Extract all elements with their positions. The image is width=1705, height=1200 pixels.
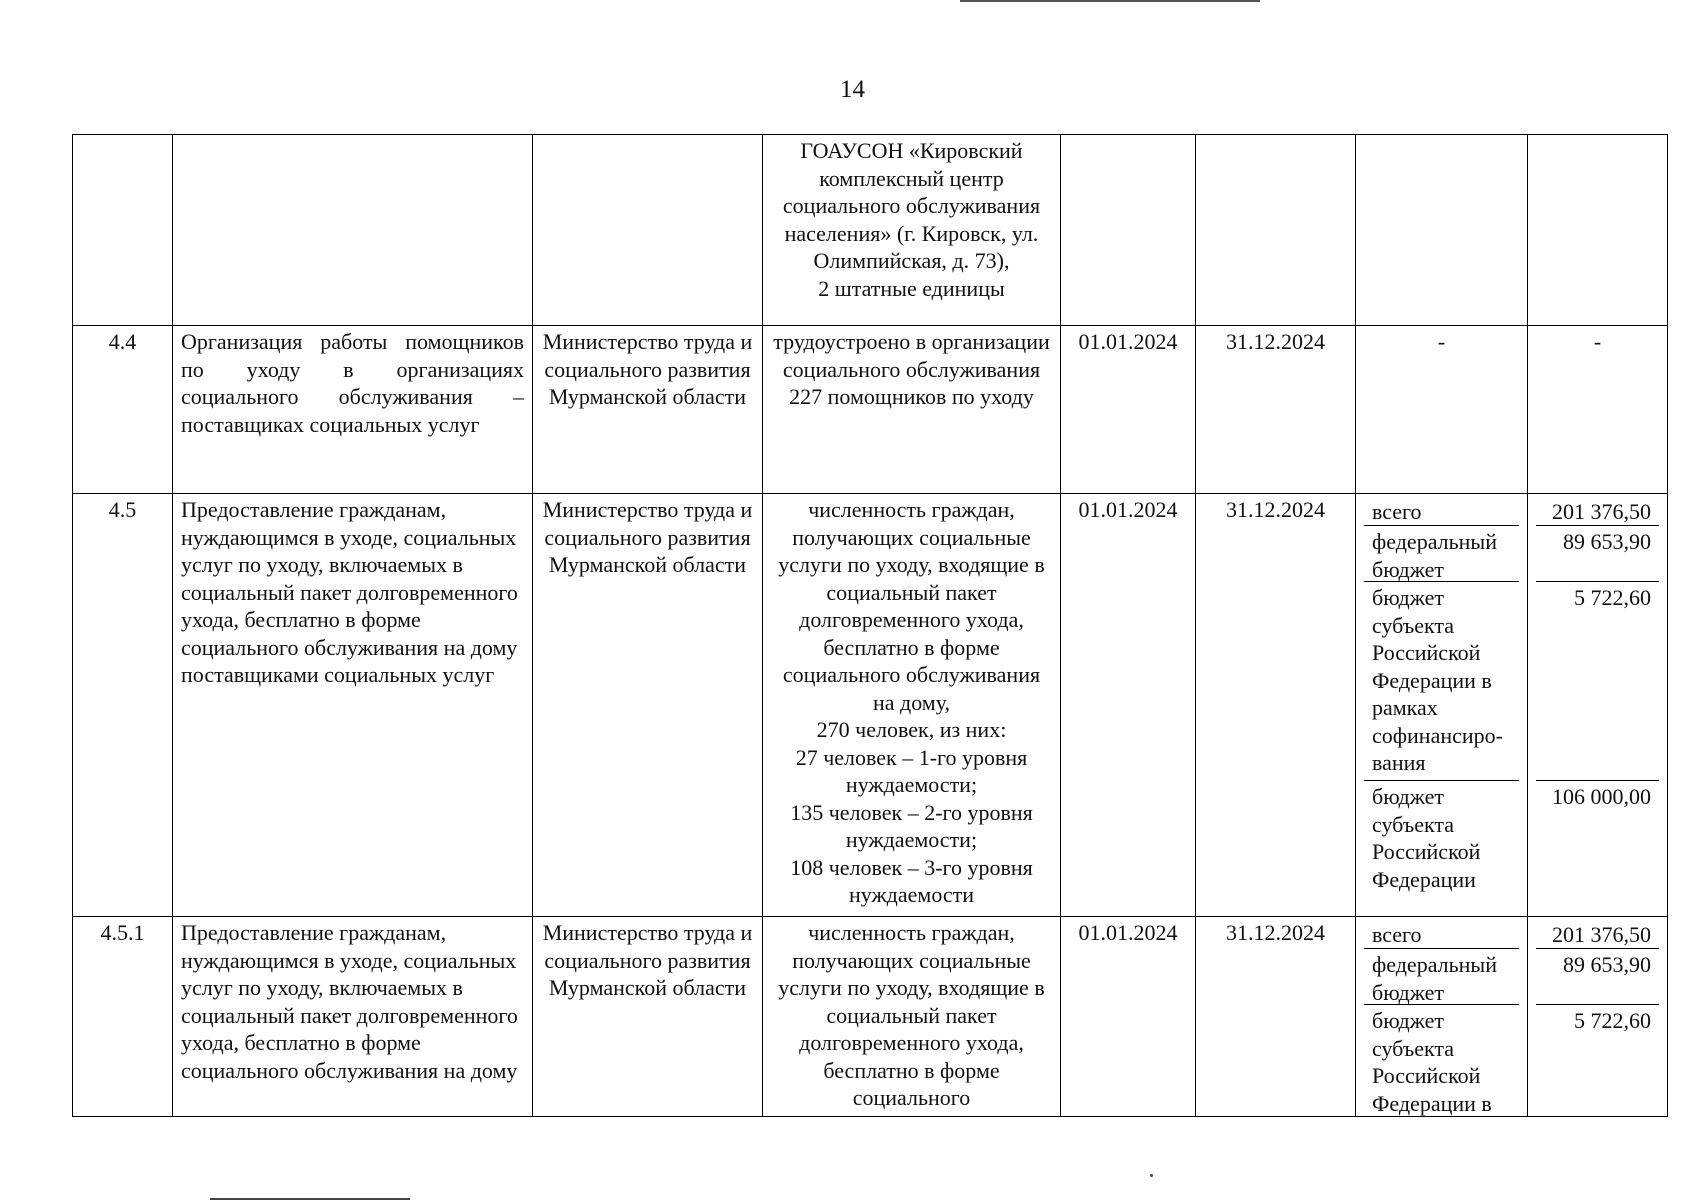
end-date: 31.12.2024 [1196,326,1356,494]
funding-source: бюджет субъекта Российской Федерации в рамках софинансиро-вания [1364,582,1519,781]
row-number: 4.4 [73,326,173,494]
funding-amount: 5 722,60 [1536,582,1659,781]
funding-amount: 5 722,60 [1574,1008,1651,1033]
executor: Министерство труда и социального развития Мурманской области [533,917,763,1117]
funding-source: бюджет субъекта Российской Федерации [1372,784,1481,892]
start-date: 01.01.2024 [1061,917,1196,1117]
funding-amount: 89 653,90 [1536,949,1659,1005]
funding-source [1356,135,1528,326]
measure-name [173,135,533,326]
funding-source: бюджет субъекта Российской Федерации в [1372,1008,1492,1116]
funding-amount: 201 376,50 [1536,919,1659,949]
end-date: 31.12.2024 [1196,494,1356,917]
funding-source: всего [1364,496,1519,526]
row-number: 4.5.1 [73,917,173,1117]
funding-sources [1356,494,1528,917]
start-date [1061,135,1196,326]
page-number: 14 [840,76,865,103]
start-date: 01.01.2024 [1061,494,1196,917]
top-scan-rule [960,0,1260,2]
end-date [1196,135,1356,326]
funding-source: - [1356,326,1528,494]
funding-amount: 201 376,50 [1536,496,1659,526]
executor: Министерство труда и социального развития Мурманской области [533,326,763,494]
row-number: 4.5 [73,494,173,917]
measure-name: Предоставление гражданам, нуждающимся в уходе, социальных услуг по уходу, включаемых в социальный пакет долговременного ухода, бесплатно в форме социального обслуживания на дому [173,917,533,1117]
funding-amount: 89 653,90 [1536,526,1659,582]
start-date: 01.01.2024 [1061,326,1196,494]
end-date: 31.12.2024 [1196,917,1356,1117]
table-row [73,135,1668,326]
result-indicator: ГОАУСОН «Кировский комплексный центр социального обслуживания населения» (г. Кировск, ул. Олимпийская, д. 73), 2 штатные единицы [763,135,1061,326]
funding-amounts [1528,917,1668,1117]
table-row [73,494,1668,917]
result-indicator: численность граждан, получающих социальные услуги по уходу, входящие в социальный пакет долговременного ухода, бесплатно в форме социального обслуживания на дому, 270 человек, из них: 27 человек – 1-го уровня нуждаемости; 135 человек – 2-го уровня нуждаемости; 108 человек – 3-го уровня нуждаемости [763,494,1061,917]
measure-name: Организация работы помощников по уходу в организациях социального обслуживания – поставщиках социальных услуг [173,326,533,494]
funding-amount: 106 000,00 [1552,784,1651,809]
funding-sources [1356,917,1528,1117]
table-row [73,917,1668,1117]
funding-amount: - [1528,326,1668,494]
funding-amount [1528,135,1668,326]
result-indicator: трудоустроено в организации социального обслуживания 227 помощников по уходу [763,326,1061,494]
measure-name: Предоставление гражданам, нуждающимся в уходе, социальных услуг по уходу, включаемых в социальный пакет долговременного ухода, бесплатно в форме социального обслуживания на дому поставщиками социальных услуг [173,494,533,917]
result-indicator: численность граждан, получающих социальные услуги по уходу, входящие в социальный пакет долговременного ухода, бесплатно в форме социального [763,917,1061,1117]
table-row [73,326,1668,494]
funding-source: федеральный бюджет [1364,949,1519,1005]
row-number [73,135,173,326]
funding-amounts [1528,494,1668,917]
scan-speck [1150,1174,1153,1177]
executor: Министерство труда и социального развития Мурманской области [533,494,763,917]
executor [533,135,763,326]
funding-source: федеральный бюджет [1364,526,1519,582]
measures-table [72,134,1668,1117]
funding-source: всего [1364,919,1519,949]
